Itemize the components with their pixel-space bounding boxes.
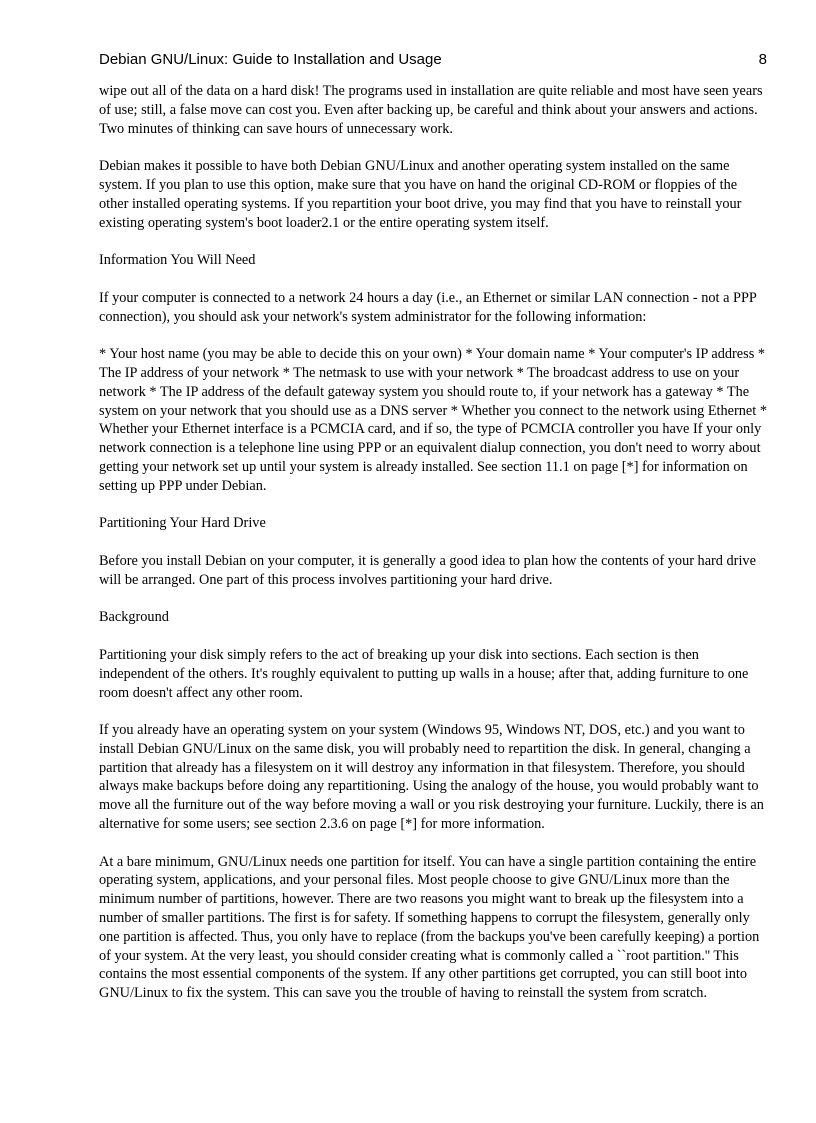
- page-header: [99, 51, 767, 71]
- paragraph-partitioning-intro: Before you install Debian on your computer, it is generally a good idea to plan how the contents of your hard drive will be arranged. One part of this process involves partitioning your hard drive.: [99, 552, 756, 588]
- paragraph-dual-boot: Debian makes it possible to have both Debian GNU/Linux and another operating system installed on the same system. If you plan to use this option, make sure that you have on hand the original CD-ROM or floppies of the other installed operating systems. If you repartition your boot drive, you may find that you have to reinstall your existing operating system's boot loader2.1 or the entire operating system itself.: [99, 158, 742, 231]
- paragraph-network-intro: If your computer is connected to a network 24 hours a day (i.e., an Ethernet or similar LAN connection - not a PPP connection), you should ask your network's system administrator for the following information:: [99, 289, 757, 325]
- paragraph-partition-definition: Partitioning your disk simply refers to the act of breaking up your disk into sections. Each section is then independent of the others. It's roughly equivalent to putting up walls in a house; after that, adding furniture to one room doesn't affect any other room.: [99, 646, 749, 701]
- heading-partitioning: Partitioning Your Hard Drive: [99, 515, 266, 532]
- body-text: [99, 82, 767, 1022]
- paragraph-backup-warning: wipe out all of the data on a hard disk! The programs used in installation are quite reliable and most have seen years of use; still, a false move can cost you. Even after backing up, be careful and think about your answers and actions. Two minutes of thinking can save hours of unnecessary work.: [99, 83, 763, 137]
- paragraph-minimum-partitions: At a bare minimum, GNU/Linux needs one partition for itself. You can have a single partition containing the entire operating system, applications, and your personal files. Most people choose to give GNU/Linux more than the minimum number of partitions, however. There are two reasons you might want to break up the filesystem into a number of smaller partitions. The first is for safety. If something happens to corrupt the filesystem, generally only one partition is affected. Thus, you only have to replace (from the backups you've been carefully keeping) a portion of your system. At the very least, you should consider creating what is commonly called a ``root partition.'' This contains the most essential components of the system. If any other partitions get corrupted, you can still boot into GNU/Linux to fix the system. This can save you the trouble of having to reinstall the system from scratch.: [99, 853, 760, 1002]
- paragraph-repartition: If you already have an operating system on your system (Windows 95, Windows NT, DOS, etc.) and you want to install Debian GNU/Linux on the same disk, you will probably need to repartition the disk. In general, changing a partition that already has a filesystem on it will destroy any information in that filesystem. Therefore, you should always make backups before doing any repartitioning. Using the analogy of the house, you would probably want to move all the furniture out of the way before moving a wall or you risk destroying your furniture. Luckily, there is an alternative for some users; see section 2.3.6 on page [*] for more information.: [99, 722, 764, 833]
- heading-background: Background: [99, 609, 169, 626]
- document-title: Debian GNU/Linux: Guide to Installation and Usage: [99, 51, 442, 68]
- paragraph-network-list: * Your host name (you may be able to decide this on your own) * Your domain name * Your computer's IP address * The IP address of your network * The netmask to use with your network * The broadcast address to use on your network * The IP address of the default gateway system you should route to, if your network has a gateway * The system on your network that you should use as a DNS server * Whether you connect to the network using Ethernet * Whether your Ethernet interface is a PCMCIA card, and if so, the type of PCMCIA controller you have If your only network connection is a telephone line using PPP or an equivalent dialup connection, you don't need to worry about getting your network set up until your system is already installed. See section 11.1 on page [*] for information on setting up PPP under Debian.: [99, 346, 767, 494]
- heading-information-needed: Information You Will Need: [99, 252, 256, 269]
- page-number: 8: [758, 51, 767, 68]
